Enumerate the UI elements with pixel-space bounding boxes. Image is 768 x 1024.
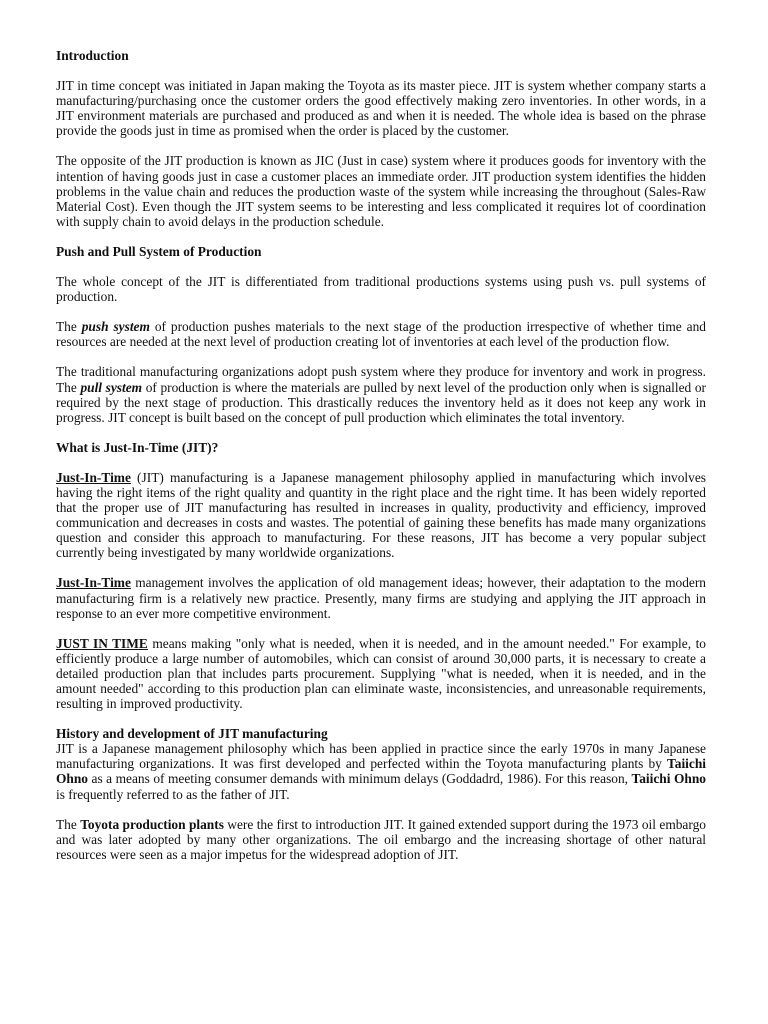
text-segment: JIT is a Japanese management philosophy which has been applied in practice since the early 1970s in many Japanese manufacturing organizations. It was first developed and perfected within the Toyota manufacturing plants by [56, 741, 706, 772]
text-segment: is frequently referred to as the father of JIT. [56, 786, 290, 802]
term-push-system: push system [81, 319, 150, 335]
text-segment: as a means of meeting consumer demands with minimum delays (Goddadrd, 1986). For this reason, [88, 771, 632, 787]
text-segment: of production pushes materials to the next stage of the production irrespective of whether time and resources are needed at the next level of production creating lot of inventories at each level of the production flow. [56, 319, 706, 350]
name-taiichi-ohno: Taiichi Ohno [56, 756, 706, 787]
term-pull-system: pull system [80, 379, 143, 395]
text-segment: The [56, 816, 81, 832]
term-just-in-time: Just-In-Time [56, 469, 131, 485]
push-pull-paragraph-1: The whole concept of the JIT is differentiated from traditional productions systems using push vs. pull systems of production. [56, 274, 706, 305]
text-segment: means making "only what is needed, when it is needed, and in the amount needed." For example, to efficiently produce a large number of automobiles, which can consist of around 30,000 parts, it is necessary to create a detailed production plan that includes parts procurement. Supplying "what is needed, when it is needed, and in the amount needed" according to this production plan can eliminate waste, inconsistencies, and unreasonable requirements, resulting in improved productivity. [56, 635, 706, 712]
document-body [56, 48, 706, 877]
heading-what-is-jit: What is Just-In-Time (JIT)? [56, 439, 219, 455]
push-pull-paragraph-3 [56, 364, 706, 424]
history-paragraph-1 [56, 741, 706, 801]
term-just-in-time-caps: JUST IN TIME [56, 635, 148, 651]
text-segment: The [56, 319, 82, 335]
text-segment: The traditional manufacturing organizations adopt push system where they produce for inventory and work in progress. The [56, 364, 706, 395]
push-pull-paragraph-2 [56, 319, 706, 349]
heading-introduction: Introduction [56, 48, 129, 63]
text-segment: were the first to introduction JIT. It gained extended support during the 1973 oil embargo and was later adopted by many other organizations. The oil embargo and the increasing shortage of other natural resources were seen as a major impetus for the widespread adoption of JIT. [56, 816, 706, 862]
text-segment: (JIT) manufacturing is a Japanese management philosophy applied in manufacturing which involves having the right items of the right quality and quantity in the right place and the right time. It has been widely reported that the proper use of JIT manufacturing has resulted in increases in quality, productivity and efficiency, improved communication and decreases in costs and wastes. The potential of gaining these benefits has made many organizations question and consider this approach to manufacturing. For these reasons, JIT has become a very popular subject currently being investigated by many worldwide organizations. [56, 469, 706, 561]
history-paragraph-2 [56, 817, 706, 862]
term-toyota-production-plants: Toyota production plants [80, 816, 224, 832]
name-taiichi-ohno: Taiichi Ohno [631, 771, 706, 787]
what-is-paragraph-1 [56, 470, 706, 561]
text-segment: of production is where the materials are pulled by next level of the production only when is signalled or required by the next stage of production. This drastically reduces the inventory held as it does not keep any work in progress. JIT concept is built based on the concept of pull production which eliminates the total inventory. [56, 379, 706, 425]
what-is-paragraph-3 [56, 636, 706, 711]
text-segment: management involves the application of old management ideas; however, their adaptation to the modern manufacturing firm is a relatively new practice. Presently, many firms are studying and applying the JIT approach in response to an ever more competitive environment. [56, 575, 706, 621]
intro-paragraph-2: The opposite of the JIT production is known as JIC (Just in case) system where it produces goods for inventory with the intention of having goods just in case a customer places an immediate order. JIT production system identifies the hidden problems in the value chain and reduces the production waste of the system while increasing the throughout (Sales-Raw Material Cost). Even though the JIT system seems to be interesting and less complicated it requires lot of coordination with supply chain to avoid delays in the production schedule. [56, 153, 706, 229]
what-is-paragraph-2 [56, 575, 706, 620]
intro-paragraph-1: JIT in time concept was initiated in Japan making the Toyota as its master piece. JIT is system whether company starts a manufacturing/purchasing once the customer orders the good effectively making zero inventories. In other words, in a JIT environment materials are purchased and produced as and when it is needed. The whole idea is based on the phrase provide the goods just in time as promised when the order is placed by the customer. [56, 78, 706, 139]
heading-push-pull: Push and Pull System of Production [56, 243, 262, 259]
heading-history: History and development of JIT manufacturing [56, 726, 328, 742]
term-just-in-time: Just-In-Time [56, 575, 131, 591]
